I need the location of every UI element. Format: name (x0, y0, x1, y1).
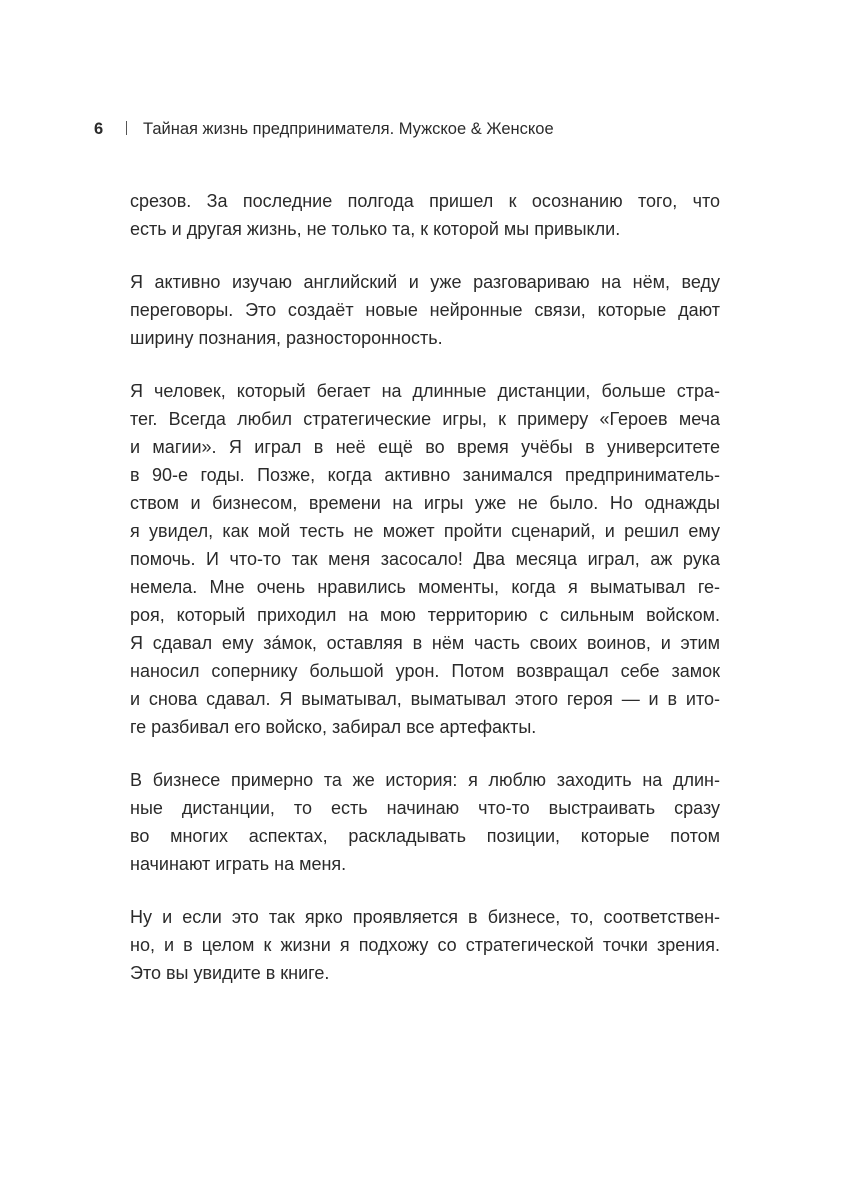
text-line: ширину познания, разносторонность. (130, 328, 443, 348)
text-line: ные дистанции, то есть начинаю что-то выстраивать сразу (130, 798, 720, 818)
text-line: во многих аспектах, раскладывать позиции, которые потом (130, 826, 720, 846)
book-title: Тайная жизнь предпринимателя. Мужское & Женское (143, 120, 554, 138)
running-header (94, 118, 554, 140)
text-line: роя, который приходил на мою территорию с сильным войском. (130, 605, 720, 625)
text-line: срезов. За последние полгода пришел к осознанию того, что (130, 191, 720, 211)
text-line: Это вы увидите в книге. (130, 963, 330, 983)
text-line: Я сдавал ему за́мок, оставляя в нём часть своих воинов, и этим (130, 633, 720, 653)
text-line: и снова сдавал. Я выматывал, выматывал этого героя — и в ито- (130, 689, 720, 709)
text-line: тег. Всегда любил стратегические игры, к примеру «Героев меча (130, 409, 720, 429)
paragraph-1 (130, 187, 720, 243)
text-line: Я активно изучаю английский и уже разговариваю на нём, веду (130, 272, 720, 292)
text-line: есть и другая жизнь, не только та, к которой мы привыкли. (130, 219, 621, 239)
paragraph-2 (130, 268, 720, 352)
text-line: начинают играть на меня. (130, 854, 347, 874)
text-line: помочь. И что-то так меня засосало! Два месяца играл, аж рука (130, 549, 720, 569)
paragraph-4 (130, 766, 720, 878)
text-line: и магии». Я играл в неё ещё во время учёбы в университете (130, 437, 720, 457)
header-separator (126, 121, 127, 135)
text-line: В бизнесе примерно та же история: я люблю заходить на длин- (130, 770, 720, 790)
text-line: но, и в целом к жизни я подхожу со стратегической точки зрения. (130, 935, 720, 955)
text-line: Я человек, который бегает на длинные дистанции, больше стра- (130, 381, 720, 401)
body-text (130, 187, 720, 1012)
text-line: Ну и если это так ярко проявляется в бизнесе, то, соответствен- (130, 907, 720, 927)
text-line: в 90-е годы. Позже, когда активно занимался предприниматель- (130, 465, 720, 485)
text-line: ством и бизнесом, времени на игры уже не было. Но однажды (130, 493, 720, 513)
text-line: ге разбивал его войско, забирал все артефакты. (130, 717, 537, 737)
text-line: переговоры. Это создаёт новые нейронные связи, которые дают (130, 300, 720, 320)
text-line: я увидел, как мой тесть не может пройти сценарий, и решил ему (130, 521, 720, 541)
text-line: наносил сопернику большой урон. Потом возвращал себе замок (130, 661, 720, 681)
page-number: 6 (94, 120, 104, 138)
paragraph-5 (130, 903, 720, 987)
text-line: немела. Мне очень нравились моменты, когда я выматывал ге- (130, 577, 720, 597)
paragraph-3 (130, 377, 720, 741)
